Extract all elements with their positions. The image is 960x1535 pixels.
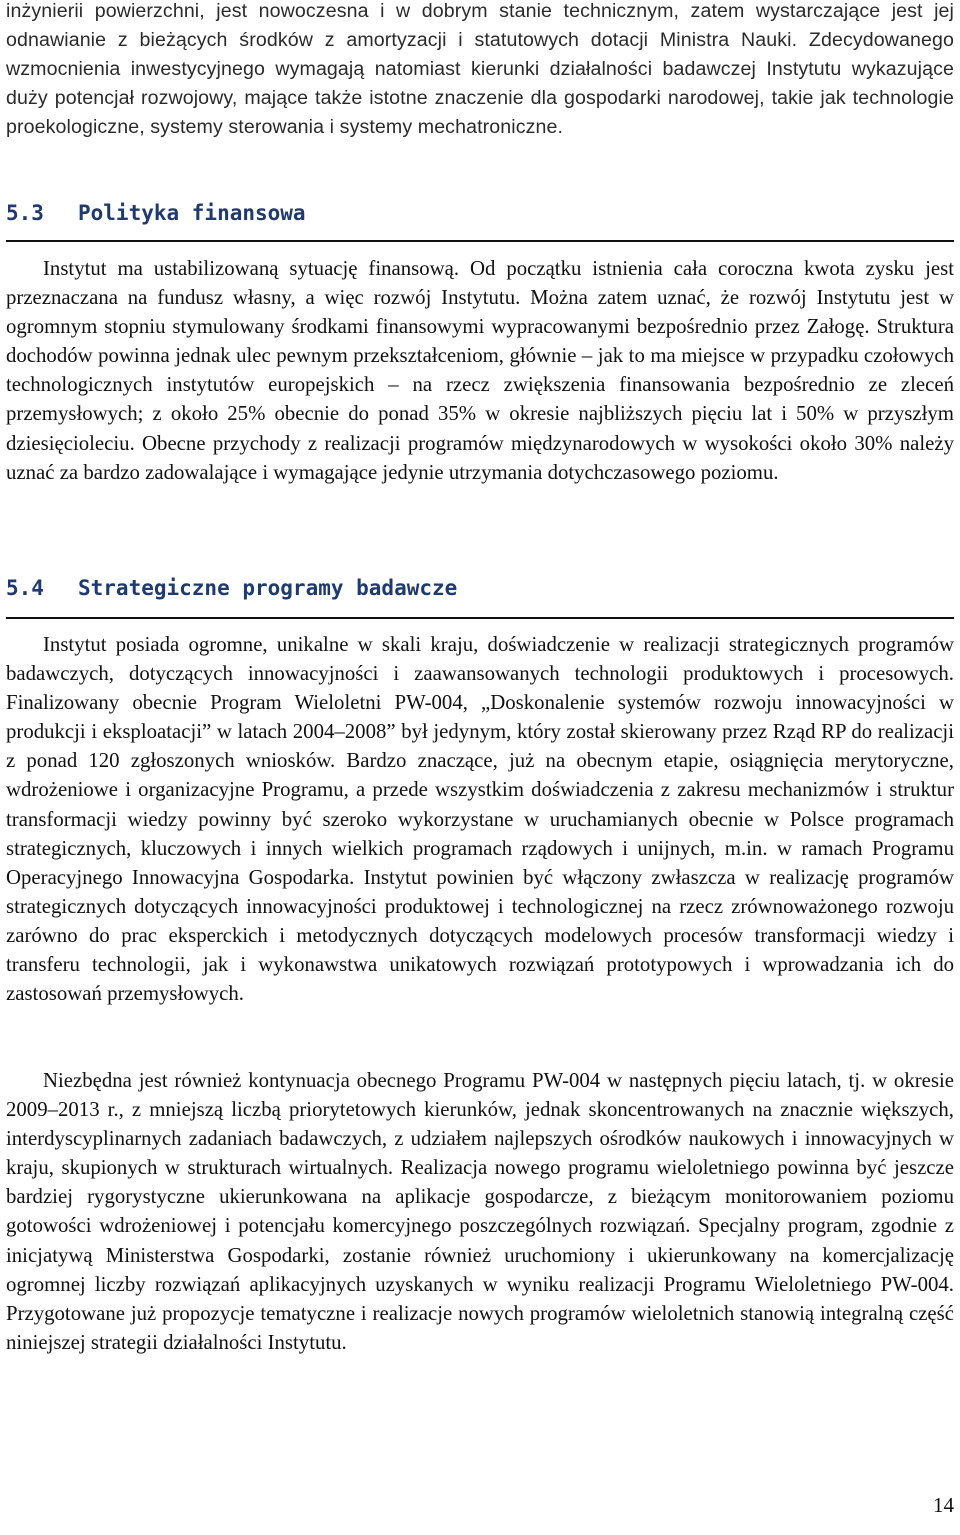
intro-paragraph: inżynierii powierzchni, jest nowoczesna i w dobrym stanie technicznym, zatem wystarczające jest jej odnawianie z bieżących środków z amortyzacji i statutowych dotacji Ministra Nauki. Zdecydowanego wzmocnienia inwestycyjnego wymagają natomiast kierunki działalności badawczej Instytutu wykazujące duży potencjał rozwojowy, mające także istotne znaczenie dla gospodarki narodowej, takie jak technologie proekologiczne, systemy sterowania i systemy mechatroniczne. — [6, 0, 954, 138]
section-5-4-paragraph-1: Instytut posiada ogromne, unikalne w skali kraju, doświadczenie w realizacji strategicznych programów badawczych, dotyczących innowacyjności i zaawansowanych technologii produktowych i procesowych. Finalizowany obecnie Program Wieloletni PW-004, „Doskonalenie systemów rozwoju innowacyjności w produkcji i eksploatacji” w latach 2004–2008” był jedynym, który został skierowany przez Rząd RP do realizacji z ponad 120 zgłoszonych wniosków. Bardzo znaczące, już na obecnym etapie, osiągnięcia merytoryczne, wdrożeniowe i organizacyjne Programu, a przede wszystkim doświadczenia z zakresu mechanizmów i struktur transformacji wiedzy powinny być szeroko wykorzystane w uruchamianych obecnie w Polsce programach strategicznych, kluczowych i innych wielkich programach rządowych i unijnych, m.in. w ramach Programu Operacyjnego Innowacyjna Gospodarka. Instytut powinien być włączony zwłaszcza w realizację programów strategicznych dotyczących innowacyjności produktowej i technologicznej na rzecz zrównoważonego rozwoju zarówno do prac eksperckich i metodycznych dotyczących modelowych procesów transformacji wiedzy i transferu technologii, jak i wykonawstwa unikatowych rozwiązań prototypowych i wprowadzania ich do zastosowań przemysłowych. — [6, 633, 954, 1006]
section-heading-5-3 — [6, 201, 954, 225]
section-5-3-paragraph: Instytut ma ustabilizowaną sytuację finansową. Od początku istnienia cała coroczna kwota zysku jest przeznaczana na fundusz własny, a więc rozwój Instytutu. Można zatem uznać, że rozwój Instytutu jest w ogromnym stopniu stymulowany środkami finansowymi wypracowanymi bezpośrednio przez Załogę. Struktura dochodów powinna jednak ulec pewnym przekształceniom, głównie – jak to ma miejsce w przypadku czołowych technologicznych instytutów europejskich – na rzecz zwiększenia finansowania bezpośrednio ze zleceń przemysłowych; z około 25% obecnie do ponad 35% w okresie najbliższych pięciu lat i 50% w przyszłym dziesięcioleciu. Obecne przychody z realizacji programów międzynarodowych w wysokości około 30% należy uznać za bardzo zadowalające i wymagające jedynie utrzymania dotychczasowego poziomu. — [6, 257, 954, 484]
section-rule — [6, 240, 954, 242]
section-number: 5.4 — [6, 576, 44, 600]
section-5-4-paragraph-2: Niezbędna jest również kontynuacja obecnego Programu PW-004 w następnych pięciu latach, tj. w okresie 2009–2013 r., z mniejszą liczbą priorytetowych kierunków, jednak skoncentrowanych na znacznie większych, interdyscyplinarnych zadaniach badawczych, z udziałem najlepszych ośrodków naukowych i innowacyjnych w kraju, skupionych w strukturach wirtualnych. Realizacja nowego programu wieloletniego powinna być jeszcze bardziej rygorystyczne ukierunkowana na aplikacje gospodarcze, z bieżącym monitorowaniem poziomu gotowości wdrożeniowej i potencjału komercyjnego poszczególnych rozwiązań. Specjalny program, zgodnie z inicjatywą Ministerstwa Gospodarki, zostanie również uruchomiony i ukierunkowany na komercjalizację ogromnej liczby rozwiązań aplikacyjnych uzyskanych w wyniku realizacji Programu Wieloletniego PW-004. Przygotowane już propozycje tematyczne i realizacje nowych programów wieloletnich stanowią integralną część niniejszej strategii działalności Instytutu. — [6, 1069, 954, 1354]
section-rule — [6, 617, 954, 619]
section-heading-5-4 — [6, 576, 954, 600]
section-title: Strategiczne programy badawcze — [78, 576, 458, 600]
section-number: 5.3 — [6, 201, 44, 225]
section-title: Polityka finansowa — [78, 201, 306, 225]
page-number: 14 — [933, 1493, 954, 1517]
